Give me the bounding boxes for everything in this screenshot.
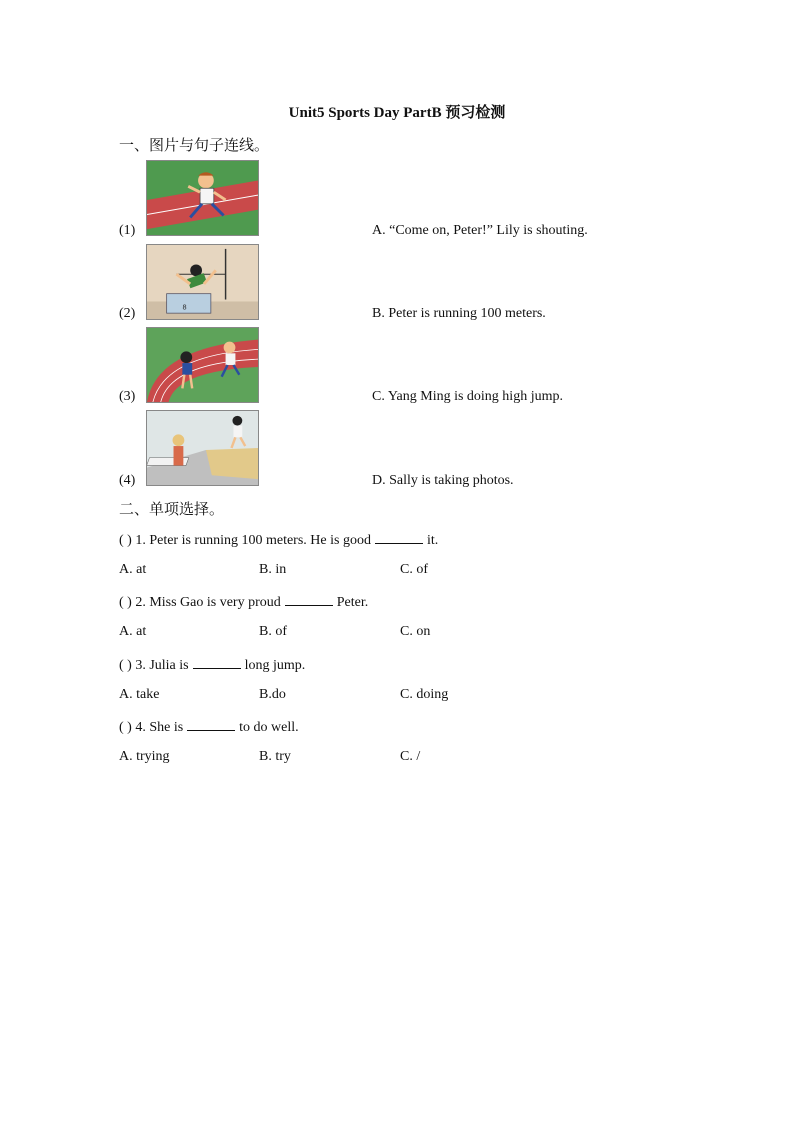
item-number-3: (3) — [119, 389, 136, 404]
question-3-tail: long jump. — [244, 658, 306, 673]
question-1-blank[interactable] — [375, 531, 423, 544]
match-sentence-d: D. Sally is taking photos. — [372, 473, 514, 488]
question-1-tail: it. — [426, 533, 439, 548]
question-2-tail: Peter. — [336, 595, 369, 610]
question-1-text: ( ) 1. Peter is running 100 meters. He is good — [119, 533, 371, 548]
track-race-photo-picture — [146, 327, 259, 403]
section1-heading: 一、图片与句子连线。 — [119, 136, 270, 154]
question-3 — [119, 656, 305, 674]
question-1 — [119, 531, 438, 549]
question-3-text: ( ) 3. Julia is — [119, 658, 189, 673]
item-number-2: (2) — [119, 306, 136, 321]
question-1-option-b[interactable]: B. in — [259, 562, 287, 577]
high-jump-picture — [146, 244, 259, 320]
question-1-option-c[interactable]: C. of — [400, 562, 428, 577]
match-sentence-a: A. “Come on, Peter!” Lily is shouting. — [372, 223, 588, 238]
question-1-option-a[interactable]: A. at — [119, 562, 147, 577]
question-4-text: ( ) 4. She is — [119, 720, 184, 735]
question-4-option-b[interactable]: B. try — [259, 749, 291, 764]
question-3-option-c[interactable]: C. doing — [400, 687, 449, 702]
question-3-option-b[interactable]: B.do — [259, 687, 286, 702]
question-4-option-c[interactable]: C. / — [400, 749, 421, 764]
question-2 — [119, 593, 368, 611]
question-2-option-b[interactable]: B. of — [259, 624, 287, 639]
question-4-option-a[interactable]: A. trying — [119, 749, 170, 764]
question-2-text: ( ) 2. Miss Gao is very proud — [119, 595, 281, 610]
question-2-option-a[interactable]: A. at — [119, 624, 147, 639]
svg-text:8: 8 — [182, 303, 187, 312]
question-4-blank[interactable] — [187, 718, 235, 731]
question-2-blank[interactable] — [285, 593, 333, 606]
item-number-4: (4) — [119, 473, 136, 488]
question-4-tail: to do well. — [239, 720, 299, 735]
page-title: Unit5 Sports Day PartB 预习检测 — [288, 105, 506, 121]
question-3-blank[interactable] — [193, 656, 241, 669]
match-sentence-b: B. Peter is running 100 meters. — [372, 306, 546, 321]
item-number-1: (1) — [119, 223, 136, 238]
long-jump-picture — [146, 410, 259, 486]
question-4 — [119, 718, 299, 736]
match-sentence-c: C. Yang Ming is doing high jump. — [372, 389, 563, 404]
section2-heading: 二、单项选择。 — [119, 500, 225, 518]
question-2-option-c[interactable]: C. on — [400, 624, 431, 639]
runner-on-track-picture — [146, 160, 259, 236]
question-3-option-a[interactable]: A. take — [119, 687, 160, 702]
